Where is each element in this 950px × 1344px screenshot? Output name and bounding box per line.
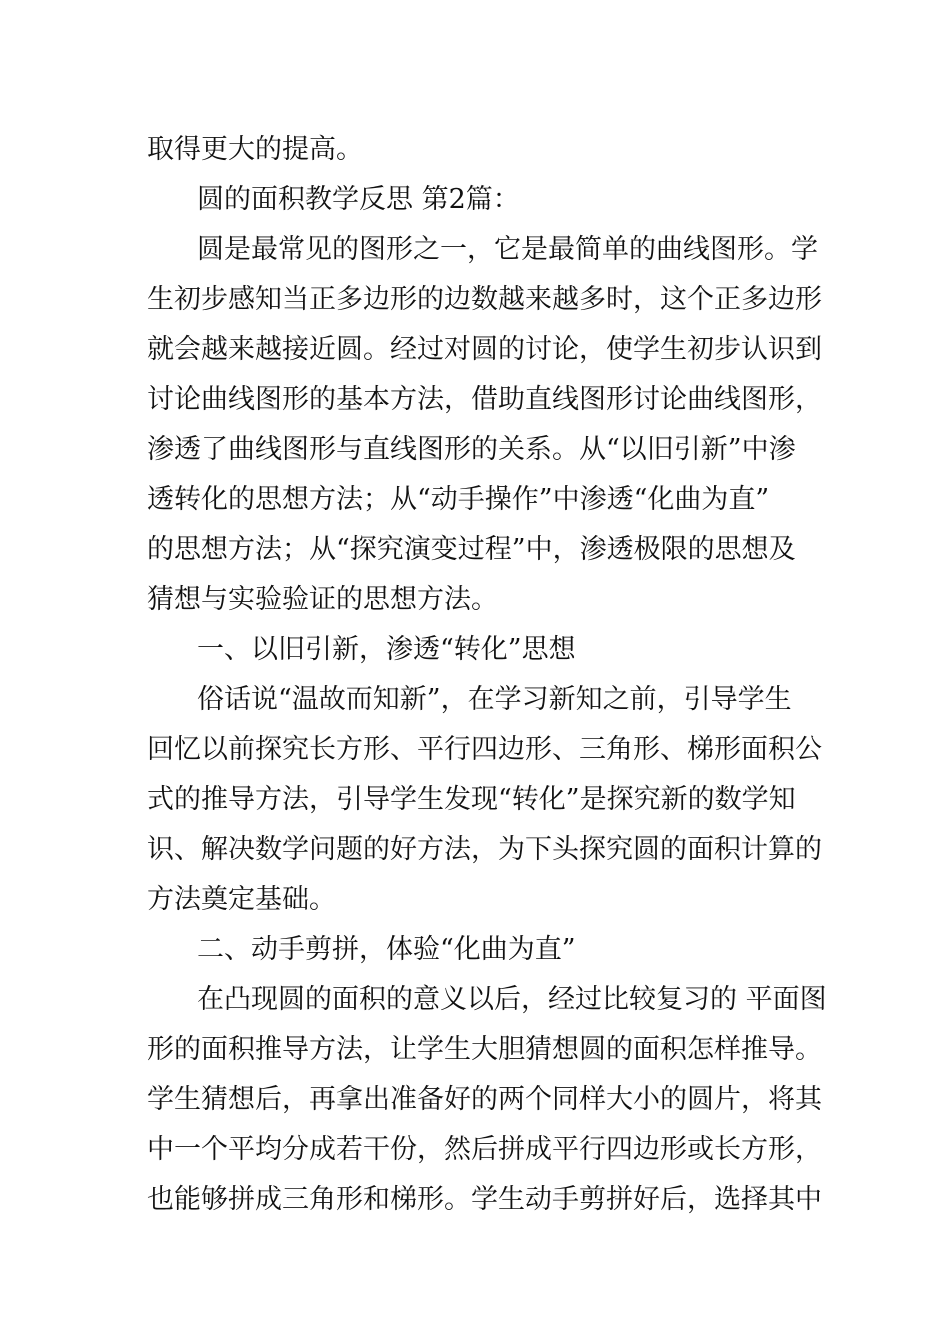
text-line: 俗话说“温故而知新”，在学习新知之前，引导学生 xyxy=(197,684,792,715)
text-line: 渗透了曲线图形与直线图形的关系。从“以旧引新”中渗 xyxy=(147,434,796,465)
text-line: 的思想方法；从“探究演变过程”中，渗透极限的思想及 xyxy=(147,534,796,565)
text-line: 圆是最常见的图形之一，它是最简单的曲线图形。学 xyxy=(197,234,818,265)
subsection-heading: 一、以旧引新，渗透“转化”思想 xyxy=(197,634,576,665)
text-line: 回忆以前探究长方形、平行四边形、三角形、梯形面积公 xyxy=(147,734,822,765)
text-line: 形的面积推导方法，让学生大胆猜想圆的面积怎样推导。 xyxy=(147,1034,822,1065)
text-line: 也能够拼成三角形和梯形。学生动手剪拼好后，选择其中 xyxy=(147,1184,822,1215)
text-line: 中一个平均分成若干份，然后拼成平行四边形或长方形， xyxy=(147,1134,822,1165)
text-line: 透转化的思想方法；从“动手操作”中渗透“化曲为直” xyxy=(147,484,770,515)
text-line: 在凸现圆的面积的意义以后，经过比较复习的 平面图 xyxy=(197,984,827,1015)
text-line: 猜想与实验验证的思想方法。 xyxy=(147,584,498,615)
text-line: 生初步感知当正多边形的边数越来越多时，这个正多边形 xyxy=(147,284,822,315)
text-line: 讨论曲线图形的基本方法，借助直线图形讨论曲线图形， xyxy=(147,384,822,415)
text-line: 识、解决数学问题的好方法，为下头探究圆的面积计算的 xyxy=(147,834,822,865)
text-line: 方法奠定基础。 xyxy=(147,884,336,915)
text-line: 式的推导方法，引导学生发现“转化”是探究新的数学知 xyxy=(147,784,796,815)
section-heading: 圆的面积教学反思 第2篇： xyxy=(197,184,520,215)
text-line: 学生猜想后，再拿出准备好的两个同样大小的圆片，将其 xyxy=(147,1084,822,1115)
text-line: 就会越来越接近圆。经过对圆的讨论，使学生初步认识到 xyxy=(147,334,822,365)
subsection-heading: 二、动手剪拼，体验“化曲为直” xyxy=(197,934,576,965)
text-line: 取得更大的提高。 xyxy=(147,134,363,165)
